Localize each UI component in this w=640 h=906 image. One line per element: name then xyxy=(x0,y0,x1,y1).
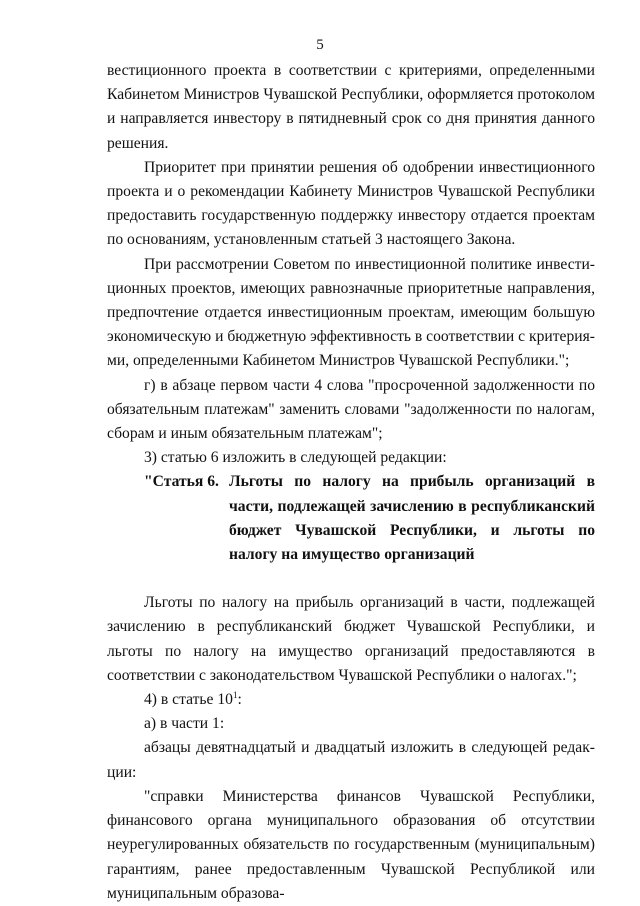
paragraph-item-4 xyxy=(107,688,595,712)
article-heading xyxy=(107,470,595,567)
item-4-suffix: : xyxy=(237,691,242,709)
paragraph-amendment-g: г) в абзаце первом части 4 слова "просроченной задолженности по обязательным платежам" заменить словами "задолженности по налогам, сборам и иным обязательным платежам"; xyxy=(107,376,595,443)
paragraph-priority: Приоритет при принятии решения об одобрении инвестиционного проекта и о рекомендации Кабинету Министров Чувашской Республики предоставить государственную поддержку инвестору отдается проектам по основаниям, установленным статьей 3 настоящего Закона. xyxy=(107,158,595,249)
paragraph-tax-benefits: Льготы по налогу на прибыль организаций в части, подлежащей зачислению в республиканский бюджет Чувашской Республики, и льготы по налогу на имущество организаций предоставляются в соответствии с законодательством Чувашской Республики о налогах."; xyxy=(107,594,595,684)
paragraph-certificates: "справки Министерства финансов Чувашской Республики, финансового органа муниципального образования об отсутствии неурегулированных обязательств по государственным (муниципальным) гарантиям, ранее предоставленным Чувашской Республикой или муниципальным образова- xyxy=(107,787,595,902)
item-4-prefix: 4) в статье 10 xyxy=(144,691,233,709)
paragraph-council-review: При рассмотрении Советом по инвестиционной политике инвестиционных проектов, имеющих равнозначные приоритетные направления, предпочтение отдается инвестиционным проектам, имеющим большую экономическую и бюджетную эффективность в соответствии с критериями, определенными Кабинетом Министров Чувашской Республики."; xyxy=(107,255,595,370)
document-body xyxy=(107,59,595,906)
paragraph-part-1: а) в части 1: xyxy=(144,715,225,733)
article-label: "Статья 6. xyxy=(144,473,219,491)
spacer xyxy=(107,567,595,591)
item-4-superscript: 1 xyxy=(232,690,238,701)
paragraph-item-3: 3) статью 6 изложить в следующей редакции: xyxy=(144,449,447,467)
article-title: Льготы по налогу на прибыль организаций в части, подлежащей зачислению в республиканский бюджет Чувашской Республики, и льготы по налогу на имущество организаций xyxy=(229,473,595,564)
paragraph-clauses: абзацы девятнадцатый и двадцатый изложить в следующей редакции: xyxy=(107,739,595,781)
page-number: 5 xyxy=(316,37,324,53)
paragraph-continuation: вестиционного проекта в соответствии с критериями, определенными Кабинетом Министров Чувашской Республики, оформляется протоколом и направляется инвестору в пятидневный срок со дня принятия данного решения. xyxy=(107,62,595,152)
